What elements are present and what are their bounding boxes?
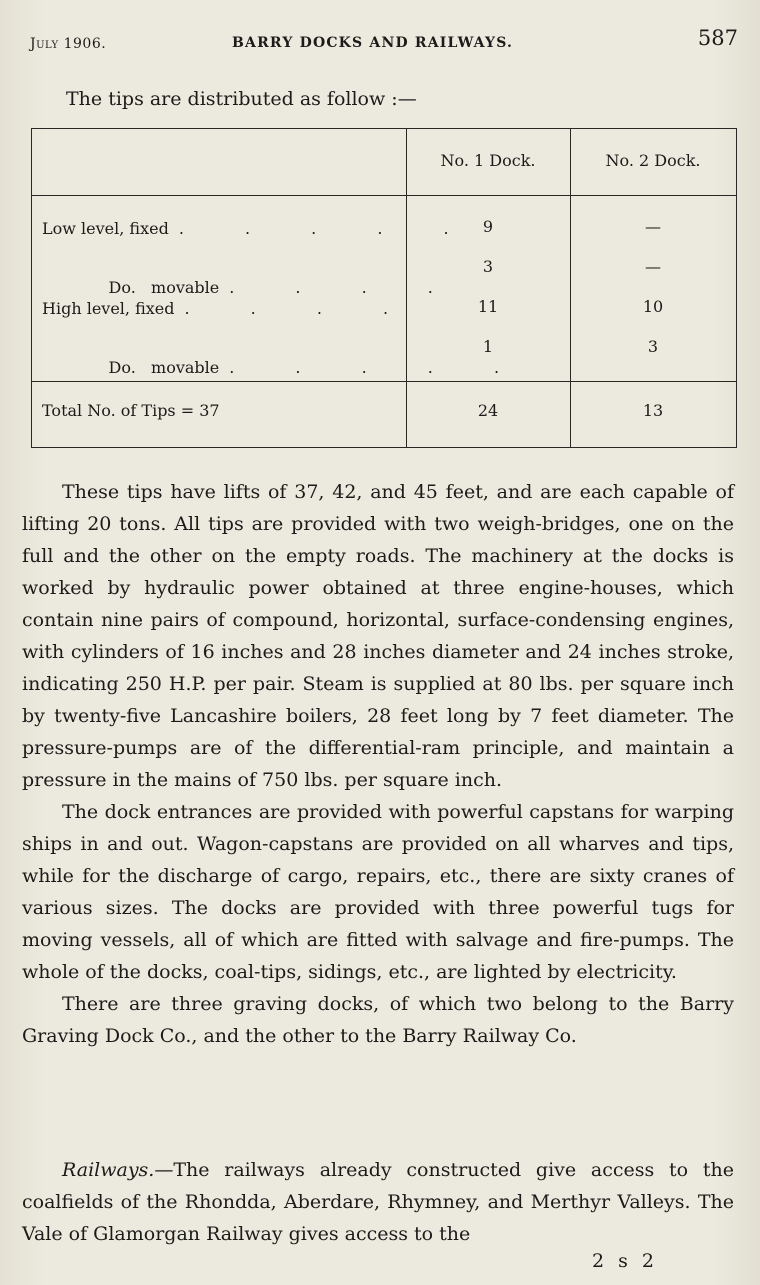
paragraph: The dock entrances are provided with powerful capstans for warping ships in and out. Wagon-capstans are provided on all wharves and tips, while for the discharge of cargo, repairs, etc., there are sixty cranes of various sizes. The docks are provided with three powerful tugs for moving vessels, all of which are fitted with salvage and fire-pumps. The whole of the docks, coal-tips, sidings, etc., are lighted by electricity.: [22, 801, 734, 983]
running-head: [0, 26, 760, 56]
header-title: BARRY DOCKS AND RAILWAYS.: [232, 35, 514, 51]
leader-dots: . . . . .: [178, 219, 477, 238]
table-row-label: High level, fixed . . . .: [42, 299, 417, 318]
header-rule: [32, 195, 736, 196]
table-row-label: Low level, fixed . . . . .: [42, 219, 477, 238]
leader-dots: . . . .: [229, 278, 461, 297]
body-text: [22, 476, 734, 1052]
table-cell: —: [645, 257, 661, 276]
signature-mark: 2 s 2: [592, 1250, 659, 1272]
table-cell: —: [645, 217, 661, 236]
table-row-label: Do. movable . . . .: [108, 278, 461, 297]
table-cell: 3: [482, 257, 494, 276]
total-dock1: 24: [477, 401, 499, 420]
railways-text: —The railways already constructed give access to the coalfields of the Rhondda, Aberdare, Rhymney, and Merthyr Valleys. The Vale of Glamorgan Railway gives access to the: [22, 1159, 734, 1245]
header-date: July 1906.: [30, 36, 107, 52]
table-cell: 10: [642, 297, 664, 316]
leader-dots: . . . . .: [229, 358, 528, 377]
page-number: 587: [697, 26, 738, 50]
table-row-label: Do. movable . . . . .: [108, 358, 528, 377]
table-cell: 1: [482, 337, 494, 356]
paragraph: These tips have lifts of 37, 42, and 45 feet, and are each capable of lifting 20 tons. All tips are provided with two weigh-bridges, one on the full and the other on the empty roads. The machinery at the docks is worked by hydraulic power obtained at three engine-houses, which contain nine pairs of compound, horizontal, surface-condensing engines, with cylinders of 16 inches and 28 inches diameter and 24 inches stroke, indicating 250 H.P. per pair. Steam is supplied at 80 lbs. per square inch by twenty-five Lancashire boilers, 28 feet long by 7 feet diameter. The pressure-pumps are of the differential-ram principle, and maintain a pressure in the mains of 750 lbs. per square inch.: [22, 481, 734, 791]
table-cell: 3: [647, 337, 659, 356]
railways-section: [22, 1154, 734, 1250]
table-cell: 9: [482, 217, 494, 236]
paragraph: There are three graving docks, of which two belong to the Barry Graving Dock Co., and the other to the Barry Railway Co.: [22, 993, 734, 1047]
section-heading: Railways.: [62, 1159, 155, 1181]
column-header-dock1: No. 1 Dock.: [440, 151, 536, 170]
table-divider-2: [570, 129, 571, 447]
table-cell: 11: [477, 297, 499, 316]
tips-table: [31, 128, 737, 448]
total-label: Total No. of Tips = 37: [42, 401, 220, 420]
leader-dots: . . . .: [184, 299, 417, 318]
total-dock2: 13: [642, 401, 664, 420]
table-intro: The tips are distributed as follow :—: [66, 88, 417, 110]
column-header-dock2: No. 2 Dock.: [605, 151, 701, 170]
paragraph: [22, 1154, 734, 1250]
